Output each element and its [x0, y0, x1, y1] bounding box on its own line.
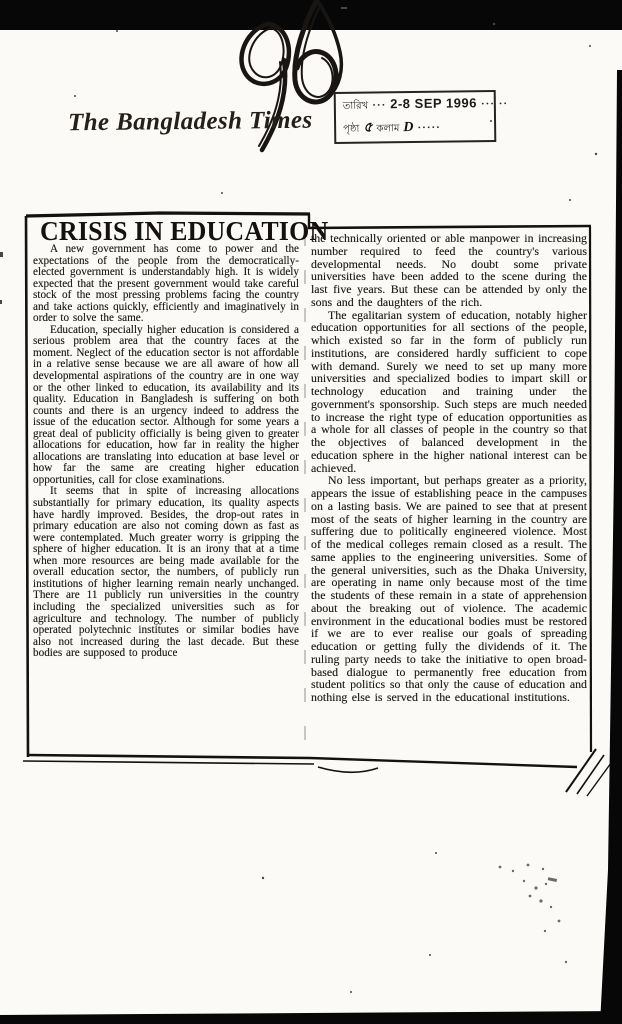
stamp-dots: ···: [372, 99, 387, 112]
paragraph: A new government has come to power and the expectations of the people from the democratically-elected government is understandably high. It is widely expected that the present government would take careful stock of the most pressing problems facing the country and take actions quickly, efficiently and imaginatively in order to solve the same.: [33, 243, 299, 325]
stamp-date-value: 2-8 SEP 1996: [390, 95, 478, 112]
stamp-page-value: ৫: [363, 120, 373, 136]
stamp-dots: ··· ··: [480, 97, 509, 111]
paragraph: the technically oriented or able manpower in increasing number required to feed the country's various developmental needs. No doubt some private universities have been added to the scene during the last five years. But these can be attended by only the sons and the daughters of the rich.: [311, 231, 587, 309]
stamp-column-label: কলাম: [376, 123, 400, 135]
paragraph: The egalitarian system of education, notably higher education opportunities for all sections of the people, which existed so far in the form of publicly run institutions, are considered hardly sufficient to cope with demand. Surely we need to set up many more universities and specialized bodies to impart skill or technology education and training under the government's sponsorship. Such steps are much needed to increase the right type of education opportunities as a whole for all classes of people in the country so that the objectives of balanced development in the education sphere in the higher national interest can be achieved.: [311, 307, 587, 475]
stamp-page-label: পৃষ্ঠা: [343, 123, 360, 135]
stamp-dots: ·····: [417, 121, 441, 134]
paragraph: No less important, but perhaps greater as a priority, appears the issue of establishing peace in the campuses on a lasting basis. We are pained to see that at present most of the seats of higher learning in the country are suffering due to politically engineered violence. Most of the medical colleges remain closed as a result. The same applies to the engineering universities. Some of the general universities, such as the Dhaka University, are operating in name only because most of the time the students of these remain in a state of apprehension about the breaking out of violence. The academic environment in the educational bodies must be restored if we are to ever realise our goals of spreading education or getting fully the dividends of it. The ruling party needs to take the initiative to open broad-based dialogue to permanently free education from student politics so that only the cause of education and nothing else is served in the educational institutions.: [311, 473, 587, 704]
paragraph: It seems that in spite of increasing allocations substantially for primary education, its quality aspects have hardly improved. Besides, the drop-out rates in primary education are also not coming down as fast as were contemplated. Much greater worry is gripping the sphere of higher education. It is an irony that at a time when more resources are being made available for the overall education sector, the numbers, of publicly run institutions of higher learning remain nearly unchanged. There are 11 publicly run universities in the country including the specialized universities such as for agriculture and technology. The number of publicly operated polytechnic institutes or similar bodies have also not increased during the last decade. But these bodies are supposed to produce: [33, 485, 299, 660]
stamp-date-label: তারিখ: [342, 100, 369, 112]
article-headline: CRISIS IN EDUCATION: [40, 216, 329, 246]
stamp-column-value: D: [403, 120, 414, 136]
paragraph: Education, specially higher education is considered a serious problem area that the country faces at the moment. Neglect of the education sector is not affordable in a relative sense because we are all aware of how all developmental aspirations of the country are in one way or the other linked to education, its availability and its quality. Education in Bangladesh is suffering on both counts and there is an urgency indeed to address the issue of the education sector. Although for some years a great deal of publicity officially is being given to greater allocations for education, how far in reality the higher allocations are translating into education at base level or how far the same are creating higher education opportunities, call for close examinations.: [33, 323, 299, 486]
masthead-title: The Bangladesh Times: [67, 106, 313, 137]
